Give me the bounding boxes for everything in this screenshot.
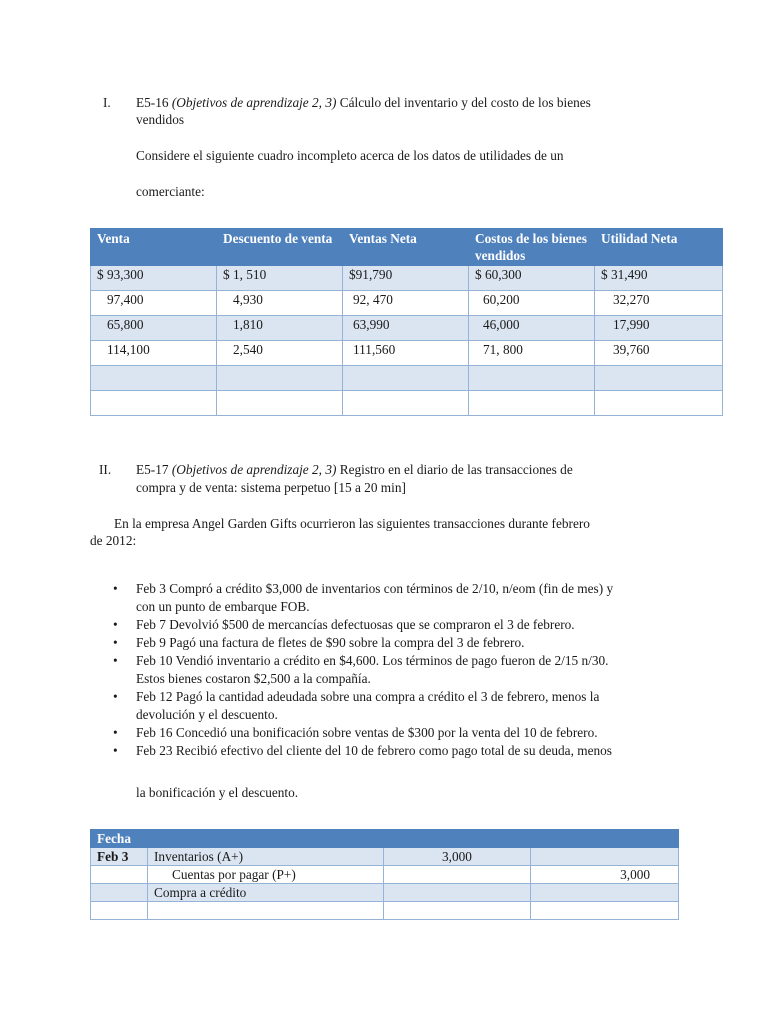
bullet-icon: • (113, 581, 118, 596)
list-item (110, 688, 690, 724)
table-row (91, 866, 679, 884)
header-descuento: Descuento de venta (217, 229, 343, 266)
list-item (110, 742, 690, 760)
table-cell: 39,760 (595, 341, 723, 366)
table-cell: 71, 800 (469, 341, 595, 366)
table-cell: 2,540 (217, 341, 343, 366)
header-utilidad: Utilidad Neta (595, 229, 723, 266)
table-row (91, 341, 723, 366)
table-cell: 4,930 (217, 291, 343, 316)
section-2-title-text: Registro en el diario de las transacciones de (339, 462, 573, 477)
journal-debit (384, 884, 531, 902)
journal-date: Feb 3 (91, 848, 148, 866)
section-2-intro-line-1: En la empresa Angel Garden Gifts ocurrieron las siguientes transacciones durante febrero (114, 516, 590, 531)
list-item-text: Feb 23 Recibió efectivo del cliente del 10 de febrero como pago total de su deuda, menos (136, 743, 612, 758)
table-cell: $ 31,490 (595, 266, 723, 291)
list-item (110, 580, 690, 616)
table-row (91, 366, 723, 391)
table-cell: $ 1, 510 (217, 266, 343, 291)
table-cell: $ 60,300 (469, 266, 595, 291)
section-2-title-cont: compra y de venta: sistema perpetuo [15 a 20 min] (136, 480, 406, 495)
list-item-text: Feb 7 Devolvió $500 de mercancías defectuosas que se compraron el 3 de febrero. (136, 617, 575, 632)
header-venta: Venta (91, 229, 217, 266)
journal-debit (384, 866, 531, 884)
bullet-icon: • (113, 689, 118, 704)
journal-date (91, 902, 148, 920)
bullet-icon: • (113, 743, 118, 758)
table-cell: 60,200 (469, 291, 595, 316)
list-item-text: Estos bienes costaron $2,500 a la compañía. (136, 671, 371, 686)
table-cell: $91,790 (343, 266, 469, 291)
list-item (110, 724, 690, 742)
list-item-text: Feb 3 Compró a crédito $3,000 de inventarios con términos de 2/10, n/eom (fin de mes) y (136, 581, 614, 596)
table-cell (469, 366, 595, 391)
section-1-title-cont: vendidos (136, 112, 185, 127)
section-1-numeral: I. (103, 95, 111, 110)
section-2-code: E5-17 (136, 462, 169, 477)
table-row (91, 884, 679, 902)
section-2-title (136, 462, 573, 478)
table-cell (595, 391, 723, 416)
journal-table (90, 829, 679, 920)
section-2-numeral: II. (99, 462, 112, 477)
table-cell: 17,990 (595, 316, 723, 341)
table-cell (595, 366, 723, 391)
journal-account: Inventarios (A+) (148, 848, 384, 866)
section-1-objectives: (Objetivos de aprendizaje 2, 3) (171, 95, 337, 110)
table-cell: 65,800 (91, 316, 217, 341)
table-row (91, 391, 723, 416)
table-cell (469, 391, 595, 416)
header-costos: Costos de los bienes vendidos (469, 229, 595, 266)
list-item (110, 634, 690, 652)
table-cell: 1,810 (217, 316, 343, 341)
journal-date (91, 884, 148, 902)
list-item-text: Feb 9 Pagó una factura de fletes de $90 sobre la compra del 3 de febrero. (136, 635, 525, 650)
journal-header-row (91, 830, 679, 848)
bullet-icon: • (113, 653, 118, 668)
journal-debit (384, 902, 531, 920)
table-cell: $ 93,300 (91, 266, 217, 291)
section-1-code: E5-16 (136, 95, 169, 110)
header-ventas-neta: Ventas Neta (343, 229, 469, 266)
journal-header-fecha: Fecha (91, 830, 679, 848)
table-header-row (91, 229, 723, 266)
table-cell (91, 366, 217, 391)
table-cell: 92, 470 (343, 291, 469, 316)
journal-account: Compra a crédito (148, 884, 384, 902)
list-item-text: Feb 10 Vendió inventario a crédito en $4,600. Los términos de pago fueron de 2/15 n/30. (136, 653, 609, 668)
list-item-text: Feb 12 Pagó la cantidad adeudada sobre una compra a crédito el 3 de febrero, menos la (136, 689, 600, 704)
list-item-text: con un punto de embarque FOB. (136, 599, 310, 614)
table-row (91, 316, 723, 341)
section-1-title (136, 95, 591, 111)
table-row (91, 848, 679, 866)
journal-debit: 3,000 (384, 848, 531, 866)
section-2-objectives: (Objetivos de aprendizaje 2, 3) (171, 462, 337, 477)
list-item-text: Feb 16 Concedió una bonificación sobre ventas de $300 por la venta del 10 de febrero. (136, 725, 598, 740)
table-row (91, 291, 723, 316)
list-item-text: devolución y el descuento. (136, 707, 278, 722)
journal-credit (531, 884, 679, 902)
section-2-intro-line-2: de 2012: (90, 533, 137, 548)
journal-credit: 3,000 (531, 866, 679, 884)
table-cell: 46,000 (469, 316, 595, 341)
bullet-icon: • (113, 617, 118, 632)
table-row (91, 902, 679, 920)
bullet-tail-text: la bonificación y el descuento. (136, 785, 299, 800)
section-1-title-text: Cálculo del inventario y del costo de los bienes (339, 95, 591, 110)
journal-account: Cuentas por pagar (P+) (148, 866, 384, 884)
section-1-intro-line-1: Considere el siguiente cuadro incompleto acerca de los datos de utilidades de un (136, 148, 564, 163)
journal-credit (531, 848, 679, 866)
section-1-intro-line-2: comerciante: (136, 184, 205, 199)
table-row (91, 266, 723, 291)
journal-credit (531, 902, 679, 920)
sales-data-table (90, 228, 723, 416)
table-cell: 32,270 (595, 291, 723, 316)
list-item (110, 652, 690, 688)
bullet-icon: • (113, 635, 118, 650)
journal-account (148, 902, 384, 920)
journal-date (91, 866, 148, 884)
table-cell (217, 391, 343, 416)
table-cell: 63,990 (343, 316, 469, 341)
table-cell: 111,560 (343, 341, 469, 366)
list-item (110, 616, 690, 634)
table-cell (217, 366, 343, 391)
table-cell (343, 366, 469, 391)
table-cell (343, 391, 469, 416)
table-cell (91, 391, 217, 416)
transaction-list (110, 580, 690, 760)
table-cell: 114,100 (91, 341, 217, 366)
table-cell: 97,400 (91, 291, 217, 316)
bullet-icon: • (113, 725, 118, 740)
